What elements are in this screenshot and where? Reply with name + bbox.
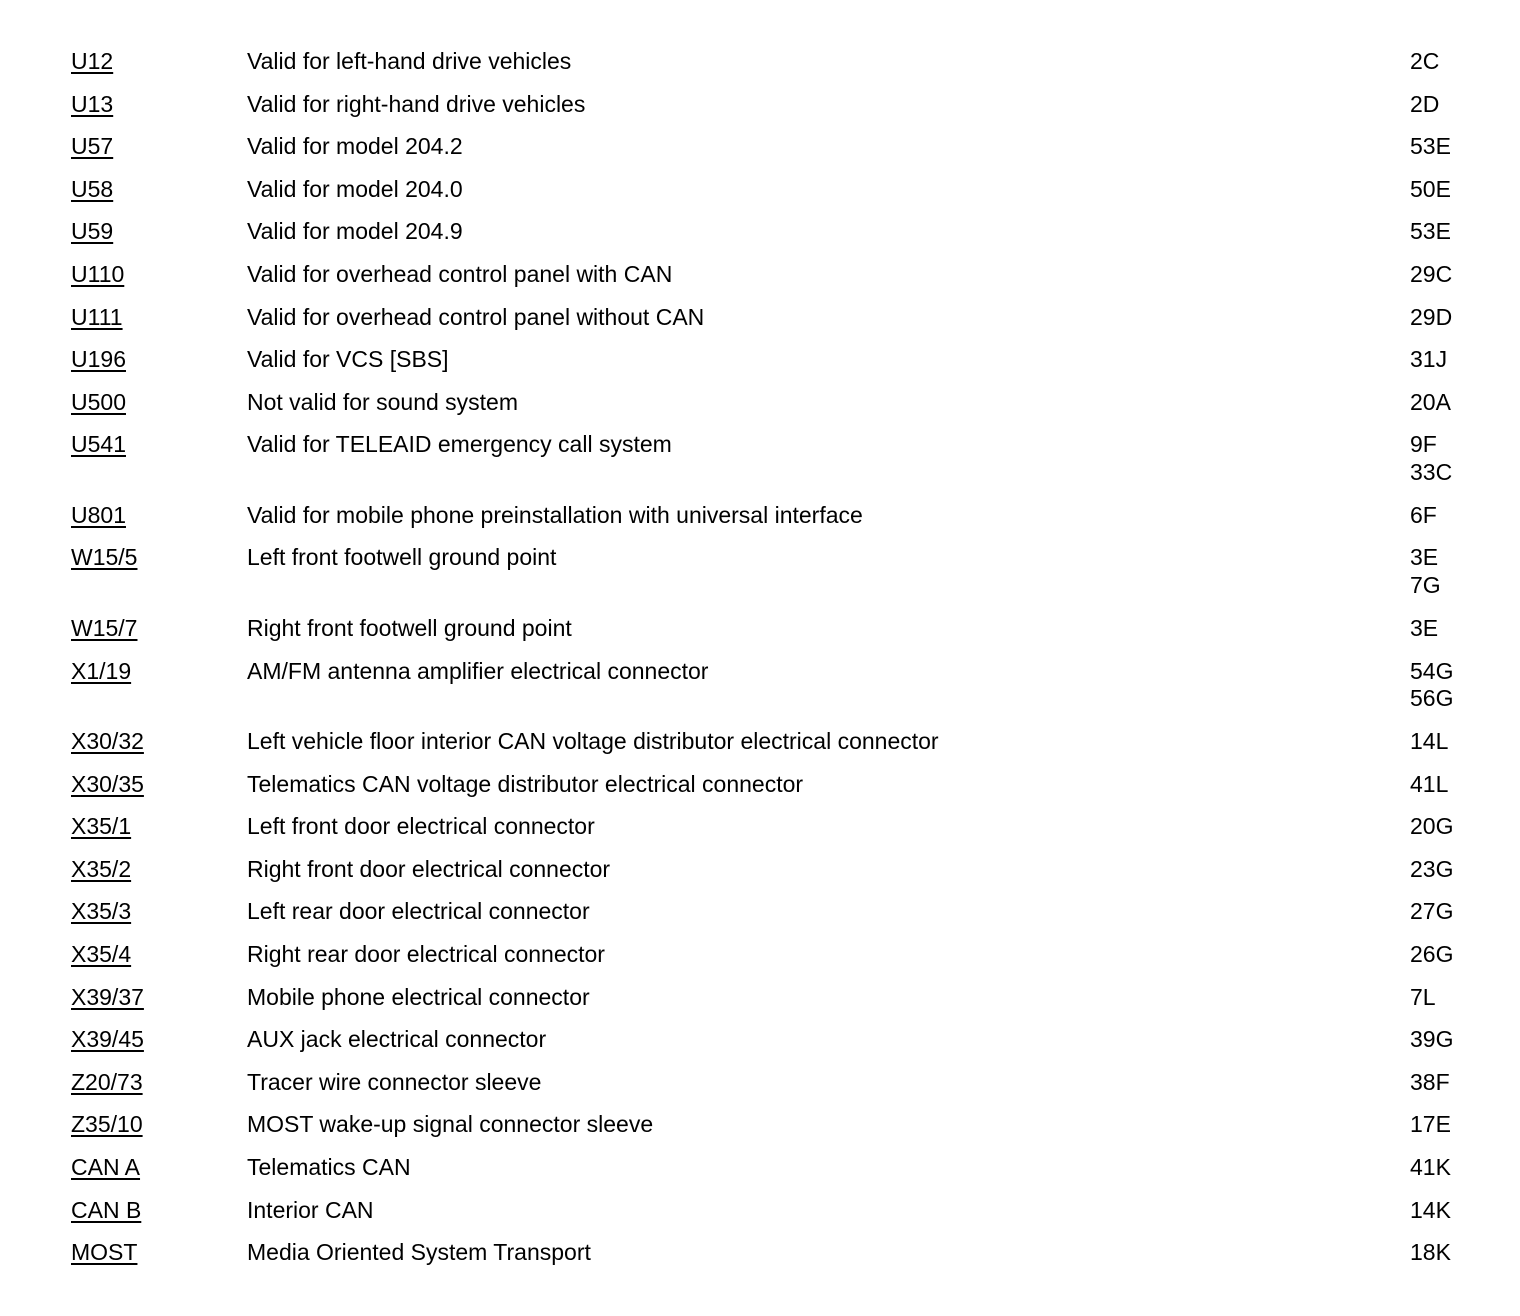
component-description: Media Oriented System Transport (247, 1239, 591, 1266)
grid-reference: 29C (1410, 260, 1453, 287)
grid-reference: 38F (1410, 1068, 1450, 1095)
component-description: AUX jack electrical connector (247, 1026, 547, 1053)
component-description: Not valid for sound system (247, 388, 519, 415)
grid-reference: 56G (1410, 685, 1454, 712)
component-description: Left front footwell ground point (247, 544, 557, 571)
component-code-link[interactable]: CAN A (71, 1153, 141, 1180)
legend-row (0, 544, 1520, 615)
grid-reference: 6F (1410, 501, 1437, 528)
grid-reference-list (1410, 941, 1453, 969)
grid-reference: 14K (1410, 1196, 1451, 1223)
grid-reference-list (1410, 91, 1439, 119)
grid-reference: 3E (1410, 544, 1439, 571)
grid-reference-list (1410, 898, 1453, 926)
grid-reference-list (1410, 615, 1438, 643)
grid-reference-list (1410, 1197, 1451, 1225)
grid-reference-list (1410, 218, 1451, 246)
grid-reference: 54G (1410, 657, 1454, 684)
legend-row (0, 218, 1520, 261)
component-description: Valid for overhead control panel with CAN (247, 260, 673, 287)
component-code-link[interactable]: U12 (71, 48, 114, 74)
component-description: Valid for overhead control panel without CAN (247, 303, 705, 330)
grid-reference-list (1410, 658, 1453, 713)
component-description: Valid for mobile phone preinstallation with universal interface (247, 501, 863, 528)
legend-row (0, 984, 1520, 1027)
component-code-link[interactable]: X39/45 (71, 1026, 144, 1053)
grid-reference-list (1410, 1069, 1450, 1097)
component-code-link[interactable]: U541 (71, 431, 126, 458)
component-code-link[interactable]: Z20/73 (71, 1068, 143, 1095)
component-description: Telematics CAN voltage distributor electrical connector (247, 770, 804, 797)
legend-row (0, 771, 1520, 814)
legend-row (0, 304, 1520, 347)
grid-reference-list (1410, 502, 1437, 530)
grid-reference: 17E (1410, 1111, 1451, 1138)
grid-reference: 39G (1410, 1026, 1454, 1053)
legend-row (0, 48, 1520, 91)
grid-reference: 3E (1410, 614, 1439, 641)
component-code-link[interactable]: MOST (71, 1239, 138, 1266)
legend-row (0, 502, 1520, 545)
component-description: Left rear door electrical connector (247, 898, 590, 925)
component-description: Right rear door electrical connector (247, 941, 605, 967)
grid-reference: 2D (1410, 90, 1440, 117)
component-code-link[interactable]: U500 (71, 388, 126, 415)
component-code-link[interactable]: U58 (71, 175, 114, 202)
grid-reference: 14L (1410, 728, 1449, 755)
grid-reference-list (1410, 176, 1451, 204)
component-description: Mobile phone electrical connector (247, 983, 590, 1010)
component-description: Valid for model 204.9 (247, 218, 463, 245)
grid-reference: 27G (1410, 898, 1454, 925)
grid-reference-list (1410, 813, 1453, 841)
component-code-link[interactable]: U801 (71, 501, 126, 528)
legend-row (0, 261, 1520, 304)
grid-reference: 2C (1410, 48, 1440, 74)
component-description: Right front footwell ground point (247, 614, 572, 641)
grid-reference-list (1410, 389, 1451, 417)
legend-row (0, 91, 1520, 134)
legend-row (0, 813, 1520, 856)
legend-row (0, 615, 1520, 658)
component-code-link[interactable]: U57 (71, 133, 114, 160)
legend-row (0, 728, 1520, 771)
component-code-link[interactable]: X1/19 (71, 657, 132, 684)
component-code-link[interactable]: X30/32 (71, 728, 144, 755)
legend-row (0, 658, 1520, 729)
component-code-link[interactable]: X35/4 (71, 941, 132, 967)
grid-reference-list (1410, 984, 1436, 1012)
component-code-link[interactable]: U110 (71, 260, 125, 287)
grid-reference-list (1410, 346, 1447, 374)
grid-reference: 41K (1410, 1153, 1451, 1180)
component-code-link[interactable]: U111 (71, 303, 123, 330)
component-code-link[interactable]: X39/37 (71, 983, 144, 1010)
component-code-link[interactable]: CAN B (71, 1196, 142, 1223)
component-description: Right front door electrical connector (247, 855, 611, 882)
grid-reference: 9F (1410, 431, 1437, 458)
grid-reference: 31J (1410, 346, 1448, 373)
component-code-link[interactable]: X30/35 (71, 770, 144, 797)
component-description: Left front door electrical connector (247, 813, 595, 840)
grid-reference-list (1410, 261, 1452, 289)
grid-reference: 53E (1410, 218, 1451, 245)
legend-row (0, 1154, 1520, 1197)
grid-reference: 29D (1410, 303, 1453, 330)
grid-reference-list (1410, 1026, 1453, 1054)
grid-reference-list (1410, 1239, 1451, 1267)
grid-reference: 20G (1410, 813, 1454, 840)
component-description: Telematics CAN (247, 1153, 411, 1180)
component-description: Valid for TELEAID emergency call system (247, 431, 672, 458)
component-code-link[interactable]: W15/5 (71, 544, 138, 571)
legend-row (0, 941, 1520, 984)
component-description: Valid for model 204.0 (247, 175, 463, 202)
grid-reference: 23G (1410, 855, 1454, 882)
grid-reference: 18K (1410, 1239, 1451, 1266)
grid-reference-list (1410, 1111, 1451, 1139)
legend-row (0, 389, 1520, 432)
legend-row (0, 1026, 1520, 1069)
component-code-link[interactable]: X35/1 (71, 813, 132, 840)
component-description: Valid for left-hand drive vehicles (247, 48, 572, 74)
component-code-link[interactable]: U59 (71, 218, 114, 245)
grid-reference: 26G (1410, 941, 1454, 967)
component-code-link[interactable]: W15/7 (71, 614, 138, 641)
grid-reference-list (1410, 48, 1439, 76)
grid-reference-list (1410, 1154, 1451, 1182)
grid-reference-list (1410, 304, 1452, 332)
grid-reference-list (1410, 728, 1448, 756)
legend-row (0, 1197, 1520, 1240)
component-description: Interior CAN (247, 1196, 374, 1223)
grid-reference-list (1410, 771, 1448, 799)
grid-reference: 20A (1410, 388, 1451, 415)
component-code-link[interactable]: U13 (71, 90, 114, 117)
component-description: Valid for VCS [SBS] (247, 346, 449, 373)
grid-reference-list (1410, 133, 1451, 161)
component-description: AM/FM antenna amplifier electrical connector (247, 657, 709, 684)
grid-reference: 7G (1410, 572, 1441, 599)
grid-reference-list (1410, 431, 1452, 486)
component-description: MOST wake-up signal connector sleeve (247, 1111, 654, 1138)
component-code-link[interactable]: X35/3 (71, 898, 132, 925)
component-description: Valid for right-hand drive vehicles (247, 90, 586, 117)
legend-row (0, 898, 1520, 941)
grid-reference-list (1410, 544, 1441, 599)
component-description: Valid for model 204.2 (247, 133, 463, 160)
legend-row (0, 1069, 1520, 1112)
legend-row (0, 346, 1520, 389)
legend-row (0, 1239, 1520, 1282)
component-legend-list (0, 48, 1520, 1282)
grid-reference: 33C (1410, 458, 1453, 485)
component-code-link[interactable]: U196 (71, 346, 126, 373)
component-code-link[interactable]: X35/2 (71, 855, 132, 882)
legend-row (0, 133, 1520, 176)
component-code-link[interactable]: Z35/10 (71, 1111, 143, 1138)
grid-reference: 53E (1410, 133, 1451, 160)
grid-reference: 41L (1410, 770, 1449, 797)
grid-reference: 50E (1410, 175, 1451, 202)
legend-row (0, 1111, 1520, 1154)
legend-row (0, 431, 1520, 502)
legend-row (0, 856, 1520, 899)
component-description: Tracer wire connector sleeve (247, 1068, 542, 1095)
grid-reference: 7L (1410, 983, 1436, 1010)
legend-row (0, 176, 1520, 219)
component-description: Left vehicle floor interior CAN voltage distributor electrical connector (247, 728, 939, 755)
grid-reference-list (1410, 856, 1453, 884)
